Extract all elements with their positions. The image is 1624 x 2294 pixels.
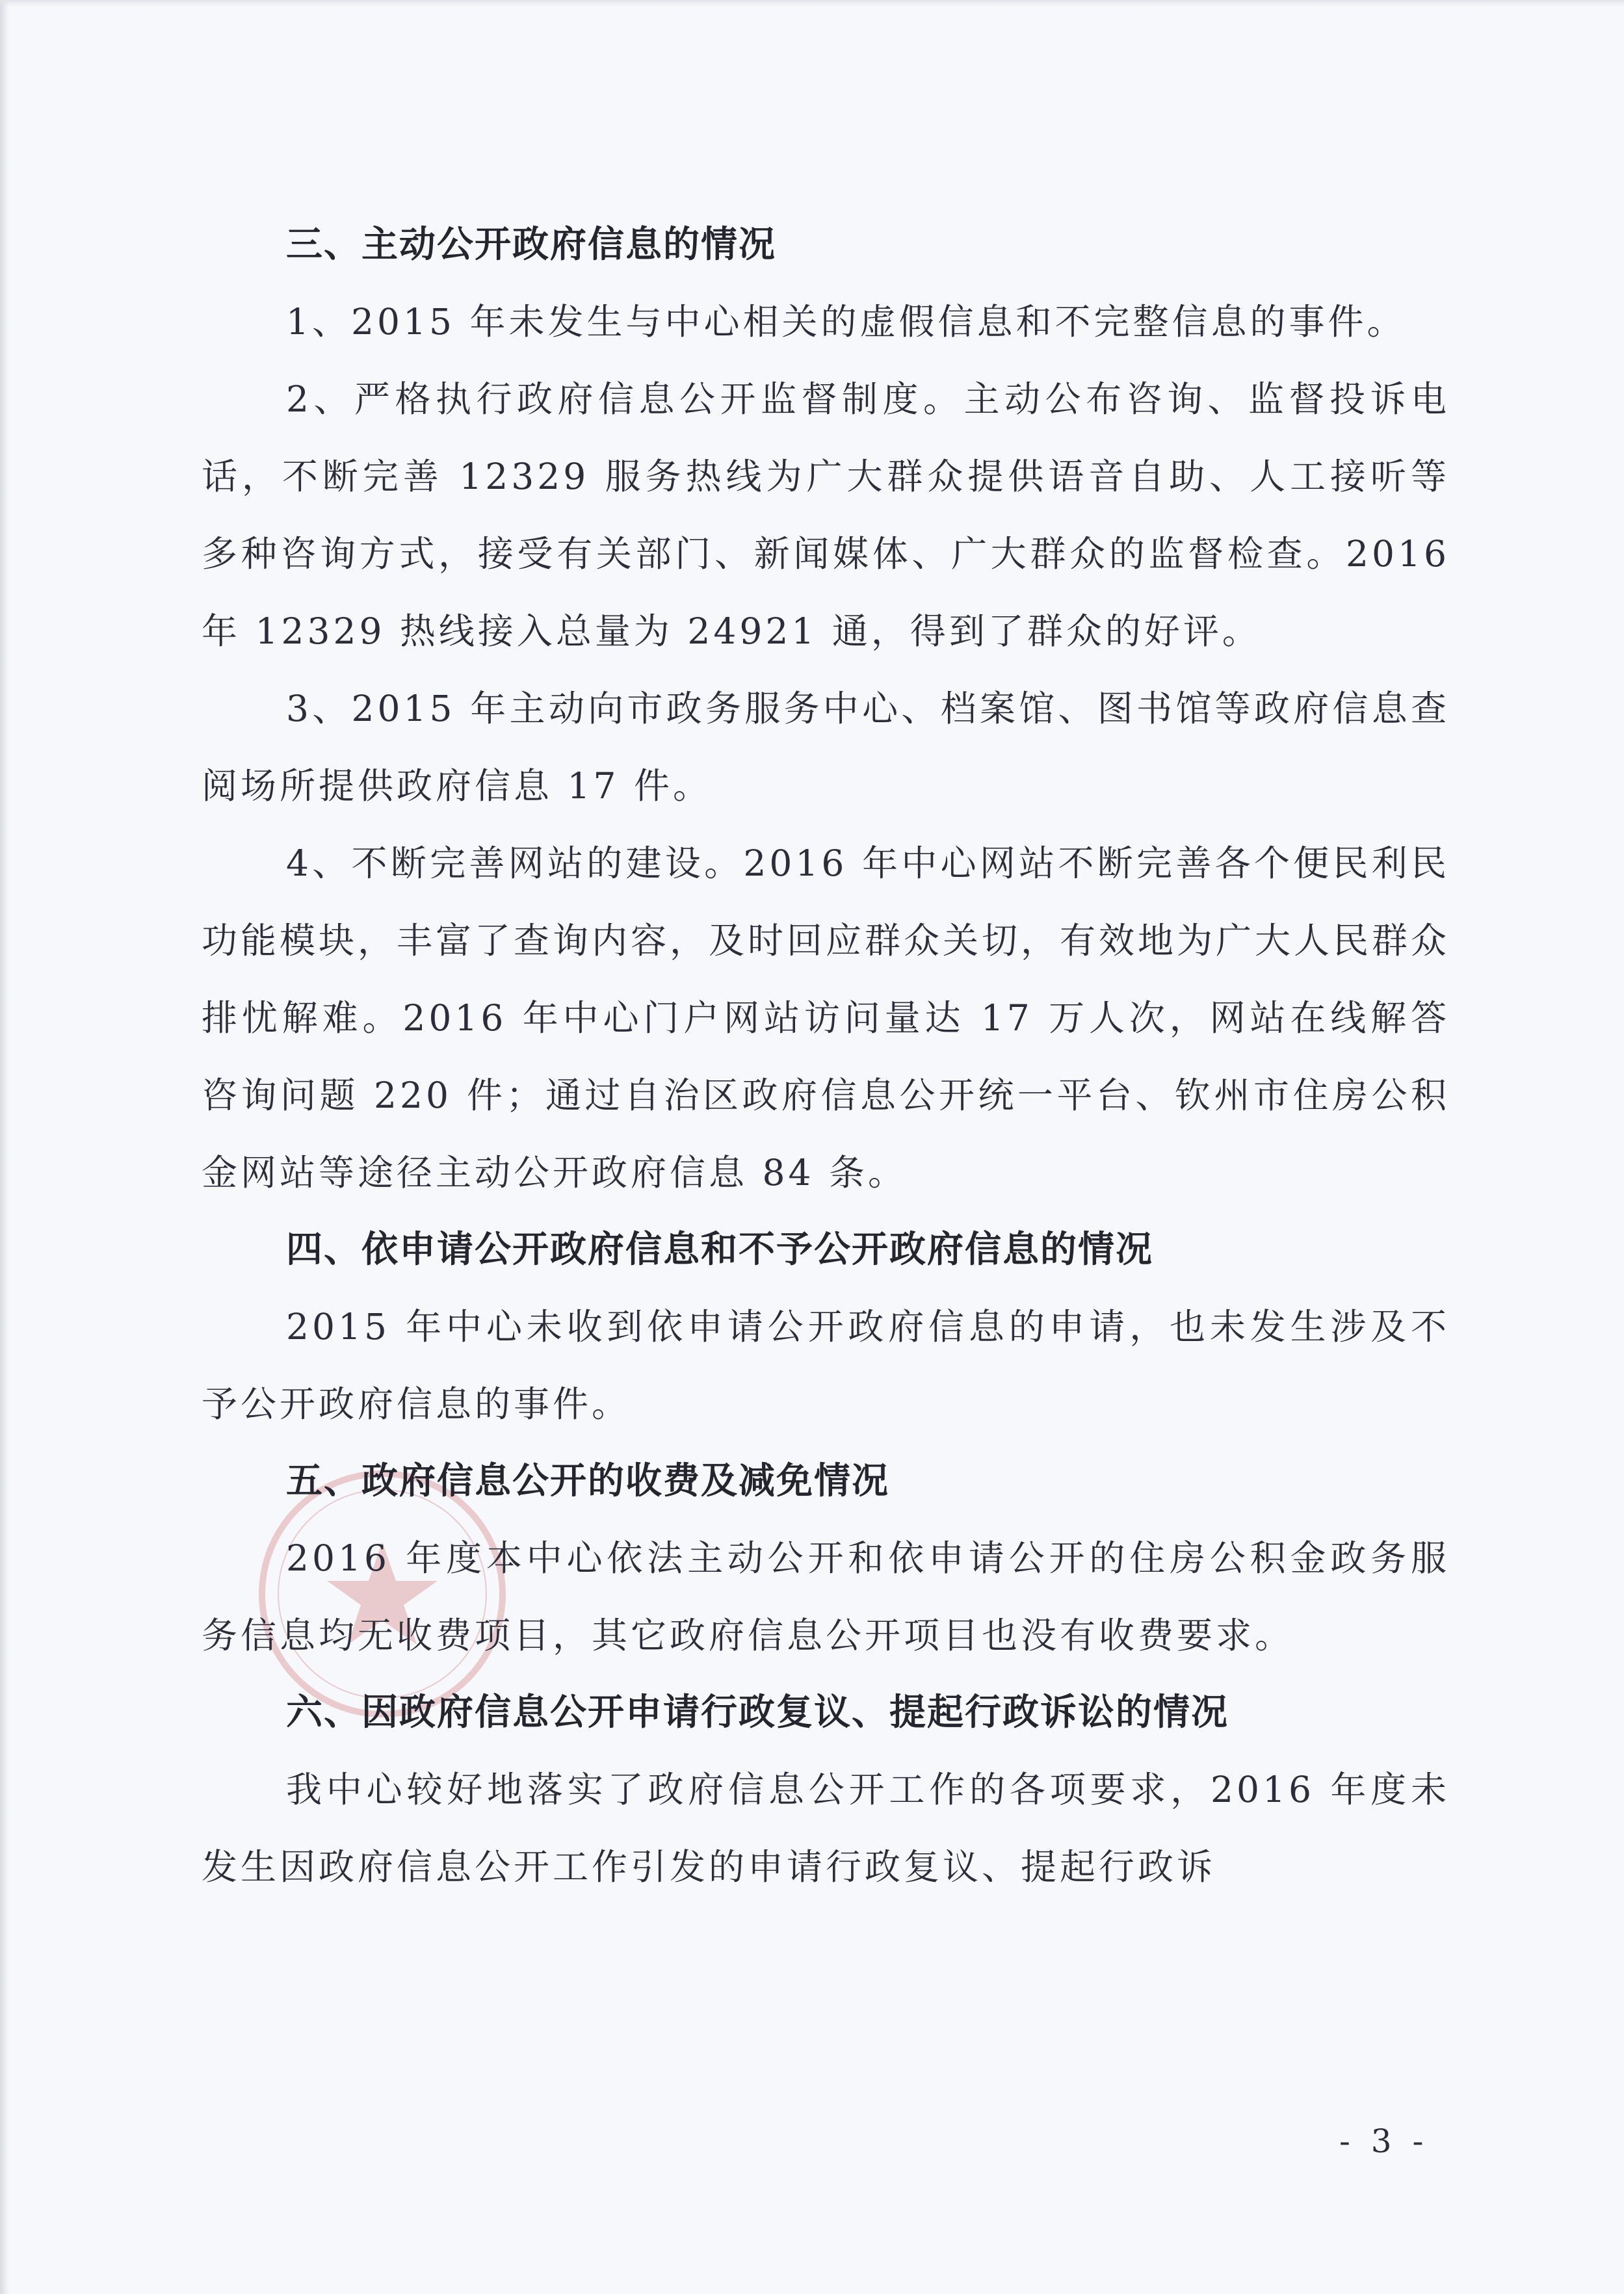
paragraph: 我中心较好地落实了政府信息公开工作的各项要求，2016 年度未发生因政府信息公开工作引发的申请行政复议、提起行政诉 <box>202 1769 1450 1888</box>
section-heading-6: 六、因政府信息公开申请行政复议、提起行政诉讼的情况 <box>286 1691 1229 1734</box>
paragraph: 3、2015 年主动向市政务服务中心、档案馆、图书馆等政府信息查阅场所提供政府信息 17 件。 <box>202 688 1450 807</box>
paragraph: 2、严格执行政府信息公开监督制度。主动公布咨询、监督投诉电话，不断完善 12329 服务热线为广大群众提供语音自助、人工接听等多种咨询方式，接受有关部门、新闻媒体、广大群众的监督检查。2016 年 12329 热线接入总量为 24921 通，得到了群众的好评。 <box>202 378 1450 652</box>
scan-edge-top <box>0 0 1624 7</box>
section-heading-3: 三、主动公开政府信息的情况 <box>286 224 776 266</box>
paragraph: 2015 年中心未收到依申请公开政府信息的申请，也未发生涉及不予公开政府信息的事件。 <box>202 1306 1450 1425</box>
scan-edge-left <box>0 0 9 2294</box>
paragraph: 2016 年度本中心依法主动公开和依申请公开的住房公积金政务服务信息均无收费项目，其它政府信息公开项目也没有收费要求。 <box>202 1537 1450 1656</box>
section-heading-5: 五、政府信息公开的收费及减免情况 <box>286 1460 889 1502</box>
page-number: - 3 - <box>1339 2122 1429 2160</box>
document-body <box>202 207 1450 1906</box>
section-heading-4: 四、依申请公开政府信息和不予公开政府信息的情况 <box>286 1229 1153 1271</box>
paragraph: 4、不断完善网站的建设。2016 年中心网站不断完善各个便民利民功能模块，丰富了查询内容，及时回应群众关切，有效地为广大人民群众排忧解难。2016 年中心门户网站访问量达 17 万人次，网站在线解答咨询问题 220 件；通过自治区政府信息公开统一平台、钦州市住房公积金网站等途径主动公开政府信息 84 条。 <box>202 842 1450 1193</box>
paragraph: 1、2015 年未发生与中心相关的虚假信息和不完整信息的事件。 <box>286 301 1406 343</box>
